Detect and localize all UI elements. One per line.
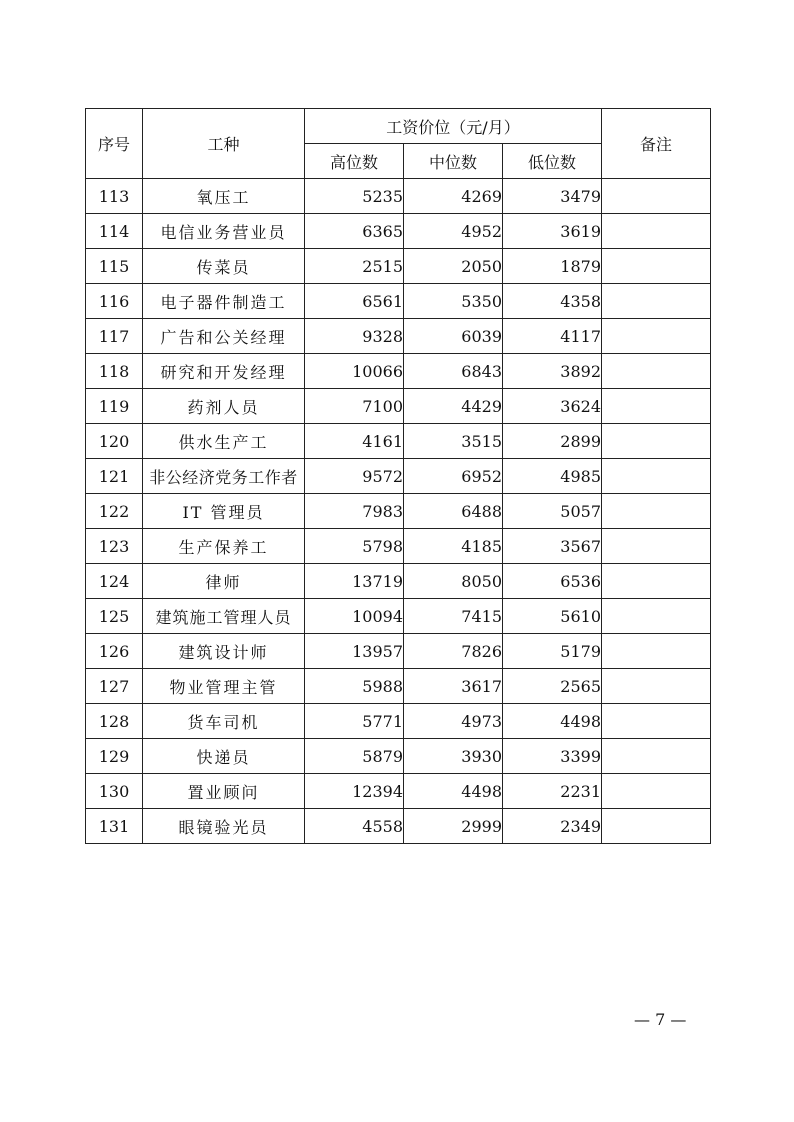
cell-seq: 122 [86, 494, 143, 529]
cell-seq: 119 [86, 389, 143, 424]
cell-note [602, 179, 711, 214]
cell-note [602, 704, 711, 739]
cell-job: 快递员 [143, 739, 305, 774]
header-wage-group: 工资价位（元/月） [305, 109, 602, 144]
cell-mid: 8050 [404, 564, 503, 599]
cell-mid: 6488 [404, 494, 503, 529]
cell-seq: 117 [86, 319, 143, 354]
cell-seq: 114 [86, 214, 143, 249]
cell-job: 建筑施工管理人员 [143, 599, 305, 634]
cell-job: 电子器件制造工 [143, 284, 305, 319]
cell-note [602, 669, 711, 704]
cell-note [602, 284, 711, 319]
table-row [86, 424, 711, 459]
table-row [86, 179, 711, 214]
cell-mid: 4185 [404, 529, 503, 564]
cell-mid: 4952 [404, 214, 503, 249]
cell-high: 5879 [305, 739, 404, 774]
table-row [86, 739, 711, 774]
cell-low: 2349 [503, 809, 602, 844]
cell-high: 10066 [305, 354, 404, 389]
cell-high: 13957 [305, 634, 404, 669]
cell-job: 建筑设计师 [143, 634, 305, 669]
cell-high: 13719 [305, 564, 404, 599]
cell-note [602, 529, 711, 564]
table-body [86, 179, 711, 844]
cell-low: 4117 [503, 319, 602, 354]
cell-job: 眼镜验光员 [143, 809, 305, 844]
table-row [86, 704, 711, 739]
cell-seq: 131 [86, 809, 143, 844]
table-row [86, 319, 711, 354]
cell-seq: 127 [86, 669, 143, 704]
cell-note [602, 424, 711, 459]
wage-table [85, 108, 711, 844]
cell-high: 10094 [305, 599, 404, 634]
cell-low: 2565 [503, 669, 602, 704]
cell-seq: 118 [86, 354, 143, 389]
cell-note [602, 249, 711, 284]
cell-high: 5771 [305, 704, 404, 739]
cell-mid: 5350 [404, 284, 503, 319]
cell-high: 5988 [305, 669, 404, 704]
cell-high: 7100 [305, 389, 404, 424]
table-row [86, 249, 711, 284]
cell-note [602, 459, 711, 494]
cell-low: 6536 [503, 564, 602, 599]
cell-seq: 129 [86, 739, 143, 774]
cell-high: 6561 [305, 284, 404, 319]
cell-job: 广告和公关经理 [143, 319, 305, 354]
cell-low: 3624 [503, 389, 602, 424]
cell-mid: 3617 [404, 669, 503, 704]
table-row [86, 494, 711, 529]
header-seq: 序号 [86, 109, 143, 179]
cell-mid: 3930 [404, 739, 503, 774]
cell-note [602, 774, 711, 809]
cell-mid: 4973 [404, 704, 503, 739]
cell-job: 非公经济党务工作者 [143, 459, 305, 494]
table-row [86, 459, 711, 494]
cell-job: 生产保养工 [143, 529, 305, 564]
cell-high: 6365 [305, 214, 404, 249]
cell-low: 2231 [503, 774, 602, 809]
cell-low: 1879 [503, 249, 602, 284]
cell-mid: 4269 [404, 179, 503, 214]
cell-low: 5057 [503, 494, 602, 529]
cell-seq: 130 [86, 774, 143, 809]
header-note: 备注 [602, 109, 711, 179]
cell-high: 7983 [305, 494, 404, 529]
cell-job: 物业管理主管 [143, 669, 305, 704]
cell-seq: 120 [86, 424, 143, 459]
cell-note [602, 739, 711, 774]
cell-mid: 4429 [404, 389, 503, 424]
cell-note [602, 634, 711, 669]
table-row [86, 564, 711, 599]
cell-seq: 124 [86, 564, 143, 599]
cell-high: 9572 [305, 459, 404, 494]
header-high: 高位数 [305, 144, 404, 179]
cell-mid: 2050 [404, 249, 503, 284]
cell-mid: 6039 [404, 319, 503, 354]
cell-job: 货车司机 [143, 704, 305, 739]
cell-low: 3619 [503, 214, 602, 249]
cell-low: 4358 [503, 284, 602, 319]
page-number: — 7 — [634, 1010, 687, 1029]
table-row [86, 214, 711, 249]
cell-mid: 2999 [404, 809, 503, 844]
cell-note [602, 809, 711, 844]
cell-high: 9328 [305, 319, 404, 354]
header-mid: 中位数 [404, 144, 503, 179]
table-row [86, 354, 711, 389]
cell-low: 5610 [503, 599, 602, 634]
cell-mid: 6843 [404, 354, 503, 389]
cell-note [602, 599, 711, 634]
cell-mid: 3515 [404, 424, 503, 459]
cell-job: 供水生产工 [143, 424, 305, 459]
cell-high: 2515 [305, 249, 404, 284]
table-row [86, 809, 711, 844]
cell-seq: 123 [86, 529, 143, 564]
cell-job: 电信业务营业员 [143, 214, 305, 249]
cell-low: 3567 [503, 529, 602, 564]
header-low: 低位数 [503, 144, 602, 179]
cell-job: 研究和开发经理 [143, 354, 305, 389]
cell-job: 氧压工 [143, 179, 305, 214]
cell-mid: 6952 [404, 459, 503, 494]
cell-note [602, 319, 711, 354]
cell-seq: 125 [86, 599, 143, 634]
cell-high: 4558 [305, 809, 404, 844]
cell-job: 置业顾问 [143, 774, 305, 809]
cell-note [602, 354, 711, 389]
table-row [86, 774, 711, 809]
cell-mid: 7415 [404, 599, 503, 634]
cell-job: 律师 [143, 564, 305, 599]
cell-low: 4985 [503, 459, 602, 494]
cell-high: 4161 [305, 424, 404, 459]
cell-note [602, 494, 711, 529]
cell-seq: 121 [86, 459, 143, 494]
table-row [86, 599, 711, 634]
cell-seq: 113 [86, 179, 143, 214]
cell-job: 药剂人员 [143, 389, 305, 424]
cell-low: 3399 [503, 739, 602, 774]
cell-note [602, 214, 711, 249]
cell-high: 12394 [305, 774, 404, 809]
cell-high: 5798 [305, 529, 404, 564]
cell-high: 5235 [305, 179, 404, 214]
table-row [86, 284, 711, 319]
table-row [86, 669, 711, 704]
cell-seq: 128 [86, 704, 143, 739]
cell-seq: 115 [86, 249, 143, 284]
cell-low: 3479 [503, 179, 602, 214]
cell-job: IT 管理员 [143, 494, 305, 529]
cell-low: 5179 [503, 634, 602, 669]
table-row [86, 529, 711, 564]
cell-low: 2899 [503, 424, 602, 459]
header-job: 工种 [143, 109, 305, 179]
table-row [86, 634, 711, 669]
cell-note [602, 564, 711, 599]
cell-job: 传菜员 [143, 249, 305, 284]
cell-seq: 116 [86, 284, 143, 319]
table-row [86, 389, 711, 424]
cell-low: 4498 [503, 704, 602, 739]
cell-seq: 126 [86, 634, 143, 669]
cell-low: 3892 [503, 354, 602, 389]
cell-note [602, 389, 711, 424]
cell-mid: 4498 [404, 774, 503, 809]
cell-mid: 7826 [404, 634, 503, 669]
